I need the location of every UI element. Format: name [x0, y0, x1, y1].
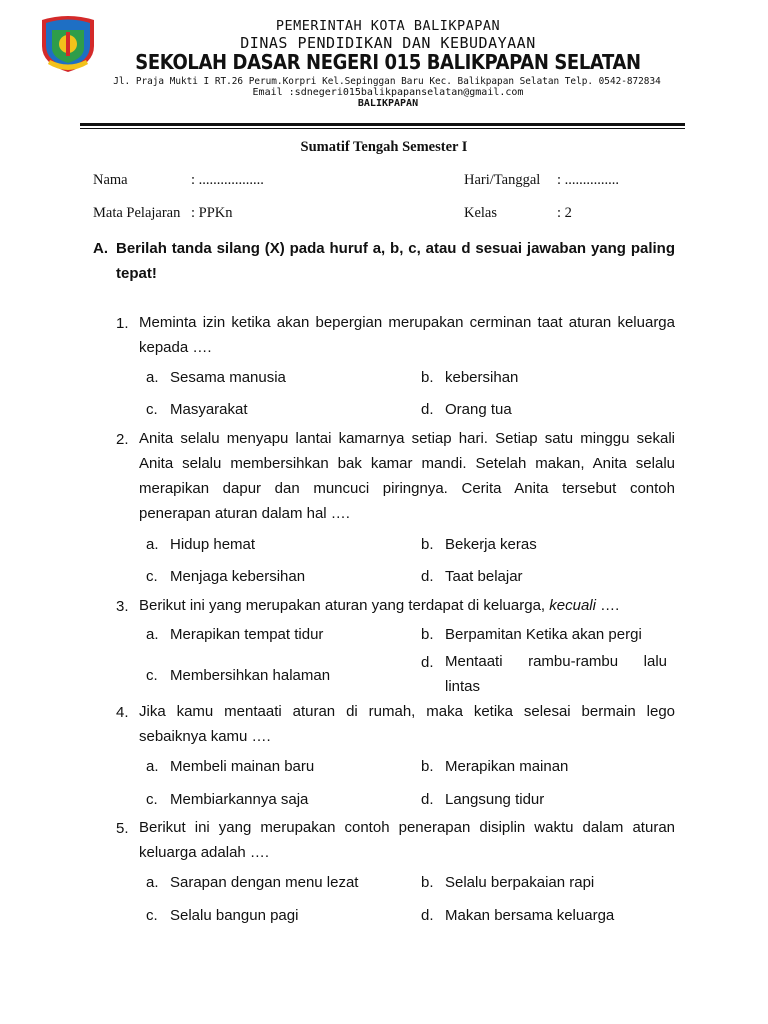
option-text[interactable]: Membeli mainan baru — [170, 758, 315, 775]
mata-pelajaran-label: Mata Pelajaran — [93, 205, 181, 221]
question-text-part: …. — [595, 597, 620, 614]
option-word: rambu-rambu — [528, 653, 619, 670]
option-text[interactable] — [421, 649, 667, 699]
option-letter: c. — [146, 791, 158, 808]
option-letter: d. — [421, 568, 434, 585]
question-number: 5. — [116, 820, 129, 837]
option-letter: d. — [421, 791, 434, 808]
letterhead-divider-thick — [80, 123, 685, 126]
question-number: 2. — [116, 431, 129, 448]
option-text[interactable]: Makan bersama keluarga — [445, 907, 615, 924]
kelas-label: Kelas — [464, 205, 498, 221]
option-word: lalu — [643, 653, 667, 670]
letterhead-address: Jl. Praja Mukti I RT.26 Perum.Korpri Kel.Sepinggan Baru Kec. Balikpapan Selatan Telp. 0542-872834 — [113, 76, 661, 87]
question-text: Anita selalu menyapu lantai kamarnya setiap hari. Setiap satu minggu sekali Anita selalu membersihkan bak kamar mandi. Setelah makan, Anita selalu merapikan dapur dan muncuci piringnya. Cerita Anita tersebut contoh penerapan aturan dalam hal …. — [139, 430, 675, 522]
letterhead-email: Email :sdnegeri015balikpapanselatan@gmail.com — [252, 87, 524, 98]
option-text[interactable]: Orang tua — [445, 401, 512, 418]
option-text[interactable]: Langsung tidur — [445, 791, 545, 808]
instruction-text: Berilah tanda silang (X) pada huruf a, b, c, atau d sesuai jawaban yang paling tepat! — [116, 240, 675, 282]
letterhead-department: DINAS PENDIDIKAN DAN KEBUDAYAAN — [240, 34, 536, 52]
option-letter: c. — [146, 907, 158, 924]
option-letter: a. — [146, 369, 159, 386]
option-letter: b. — [421, 626, 434, 643]
letterhead-government: PEMERINTAH KOTA BALIKPAPAN — [275, 18, 501, 34]
option-letter: b. — [421, 536, 434, 553]
option-text[interactable]: Masyarakat — [170, 401, 248, 418]
question-text — [139, 593, 675, 618]
kelas-value: : 2 — [557, 205, 572, 221]
page-title: Sumatif Tengah Semester I — [300, 139, 468, 155]
option-letter: d. — [421, 654, 434, 671]
option-text[interactable]: Merapikan tempat tidur — [170, 626, 324, 643]
letterhead-city: BALIKPAPAN — [357, 98, 419, 109]
option-letter: a. — [146, 626, 159, 643]
option-word: lintas — [445, 678, 481, 695]
question-number: 4. — [116, 704, 129, 721]
option-text[interactable]: kebersihan — [445, 369, 519, 386]
option-letter: b. — [421, 874, 434, 891]
nama-field[interactable]: : .................. — [191, 172, 264, 188]
option-text[interactable]: Taat belajar — [445, 568, 523, 585]
option-text[interactable]: Membiarkannya saja — [170, 791, 309, 808]
option-letter: a. — [146, 536, 159, 553]
option-letter: c. — [146, 568, 158, 585]
question-number: 3. — [116, 598, 129, 615]
question-text: Berikut ini yang merupakan contoh penerapan disiplin waktu dalam aturan keluarga adalah …. — [139, 819, 675, 861]
section-instruction — [93, 236, 675, 286]
option-letter: d. — [421, 401, 434, 418]
option-letter: a. — [146, 874, 159, 891]
option-letter: b. — [421, 758, 434, 775]
question-text: Meminta izin ketika akan bepergian merupakan cerminan taat aturan keluarga kepada …. — [139, 314, 675, 356]
question-text-part: Berikut ini yang merupakan aturan yang terdapat di keluarga, — [139, 597, 550, 614]
option-letter: d. — [421, 907, 434, 924]
hari-tanggal-field[interactable]: : ............... — [557, 172, 620, 188]
option-word: Mentaati — [445, 653, 503, 670]
option-letter: c. — [146, 401, 158, 418]
option-letter: b. — [421, 369, 434, 386]
option-text[interactable]: Selalu berpakaian rapi — [445, 874, 595, 891]
option-text[interactable]: Merapikan mainan — [445, 758, 569, 775]
hari-tanggal-label: Hari/Tanggal — [464, 172, 541, 188]
question-number: 1. — [116, 315, 129, 332]
mata-pelajaran-value: : PPKn — [191, 205, 233, 221]
option-text[interactable]: Sarapan dengan menu lezat — [170, 874, 359, 891]
question-text-emphasis: kecuali — [549, 597, 596, 614]
option-text[interactable]: Selalu bangun pagi — [170, 907, 299, 924]
city-logo — [38, 14, 98, 74]
letterhead-divider-thin — [80, 128, 685, 129]
option-text[interactable]: Hidup hemat — [170, 536, 256, 553]
option-text[interactable]: Bekerja keras — [445, 536, 537, 553]
nama-label: Nama — [93, 172, 128, 188]
section-letter: A. — [93, 240, 108, 257]
option-letter: a. — [146, 758, 159, 775]
option-text[interactable]: Membersihkan halaman — [170, 667, 331, 684]
option-text[interactable]: Menjaga kebersihan — [170, 568, 306, 585]
question-text: Jika kamu mentaati aturan di rumah, maka ketika selesai bermain lego sebaiknya kamu …. — [139, 703, 675, 745]
letterhead-school-name: SEKOLAH DASAR NEGERI 015 BALIKPAPAN SELATAN — [135, 50, 641, 75]
option-letter: c. — [146, 667, 158, 684]
option-text[interactable]: Berpamitan Ketika akan pergi — [445, 626, 642, 643]
option-text[interactable]: Sesama manusia — [170, 369, 286, 386]
